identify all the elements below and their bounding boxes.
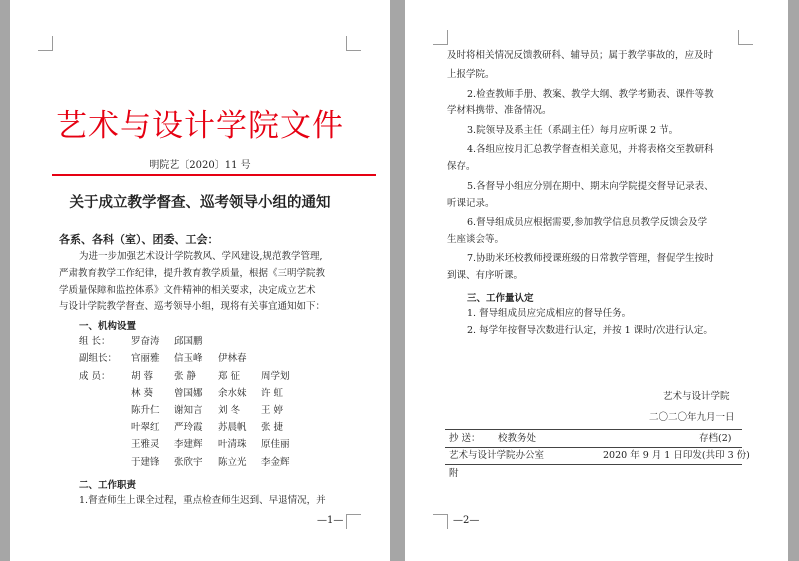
member-name: 王雅灵 (131, 439, 160, 450)
duty-line: 听课记录。 (447, 198, 495, 209)
member-name: 李建辉 (174, 439, 203, 450)
crop-mark-top-right (738, 30, 753, 45)
member-name: 胡 蓉 (131, 371, 154, 382)
issuer: 艺术与设计学院办公室 (449, 450, 545, 461)
crop-mark-bottom-right (346, 514, 361, 529)
leader-name: 罗奋涛 (131, 336, 160, 347)
member-name: 严玲霞 (174, 422, 203, 433)
crop-mark-top-right (346, 36, 361, 51)
member-name: 张欣宇 (174, 457, 203, 468)
crop-mark-bottom-left (433, 514, 448, 529)
intro-line: 与设计学院教学督查、巡考领导小组，现将有关事宜通知如下： (59, 301, 326, 312)
duty-line: 1.督查师生上课全过程，重点检查师生迟到、早退情况，并 (79, 495, 326, 506)
member-name: 原佳丽 (261, 439, 290, 450)
duty-line: 6.督导组成员应根据需要,参加教学信息员教学反馈会及学 (467, 217, 708, 228)
footer-rule (445, 429, 742, 430)
page-number: —2— (453, 515, 480, 526)
continued-line: 上报学院。 (447, 69, 495, 80)
crop-mark-top-left (38, 36, 53, 51)
issue-date: 2020 年 9 月 1 日印发(共印 3 份) (603, 450, 750, 461)
signature: 艺术与设计学院 (663, 391, 730, 402)
red-divider-line (52, 174, 376, 176)
deputy-name: 伊林春 (218, 353, 247, 364)
footer-rule (445, 447, 742, 448)
duty-line: 7.协助米坯校教师授课班级的日常教学管理，督促学生按时 (467, 253, 714, 264)
notice-title: 关于成立教学督查、巡考领导小组的通知 (69, 195, 331, 211)
deputy-name: 信玉峰 (174, 353, 203, 364)
cc-value: 校教务处 (498, 433, 537, 444)
workload-line: 2. 每学年按督导次数进行认定，并按 1 课时/次进行认定。 (467, 325, 713, 336)
member-name: 叶清珠 (218, 439, 247, 450)
leader-name: 邱国鹏 (174, 336, 203, 347)
member-name: 刘 冬 (218, 405, 241, 416)
attachment: 附 (449, 468, 459, 479)
duty-line: 3.院领导及系主任（系副主任）每月应听课 2 节。 (467, 125, 679, 136)
archive-count: 存档(2) (699, 433, 732, 444)
deputy-label: 副组长： (79, 353, 118, 364)
section-3-title: 三、工作量认定 (467, 293, 534, 304)
document-page-2 (405, 0, 788, 561)
duty-line: 保存。 (447, 161, 476, 172)
member-name: 周学划 (261, 371, 290, 382)
member-name: 王 婷 (261, 405, 284, 416)
member-name: 许 虹 (261, 388, 284, 399)
section-1-title: 一、机构设置 (79, 321, 137, 332)
member-name: 于建锋 (131, 457, 160, 468)
cc-label: 抄 送： (449, 433, 481, 444)
member-name: 余水妹 (218, 388, 247, 399)
document-page-1 (10, 0, 390, 561)
member-name: 陈立光 (218, 457, 247, 468)
member-name: 林 葵 (131, 388, 154, 399)
member-label: 成 员： (79, 371, 111, 382)
document-header-title: 艺术与设计学院文件 (56, 108, 344, 144)
member-name: 苏晨帆 (218, 422, 247, 433)
signature-date: 二〇二〇年九月一日 (649, 412, 735, 423)
duty-line: 4.各组应按月汇总教学督查相关意见，并将表格交至教研科 (467, 144, 714, 155)
intro-line: 为进一步加强艺术设计学院教风、学风建设,规范教学管理, (79, 251, 323, 262)
duty-line: 生座谈会等。 (447, 234, 505, 245)
page-number: —1— (317, 515, 344, 526)
member-name: 叶翠红 (131, 422, 160, 433)
duty-line: 5.各督导小组应分别在期中、期末向学院提交督导记录表、 (467, 181, 714, 192)
intro-line: 严肃教育教学工作纪律，提升教育教学质量，根据《三明学院教 (59, 268, 326, 279)
addressee: 各系、各科（室）、团委、工会： (59, 233, 219, 246)
document-number: 明院艺〔2020〕11 号 (149, 160, 251, 171)
leader-label: 组 长： (79, 336, 111, 347)
duty-line: 到课、有序听课。 (447, 270, 524, 281)
member-name: 陈升仁 (131, 405, 160, 416)
member-name: 谢知言 (174, 405, 203, 416)
crop-mark-top-left (433, 30, 448, 45)
member-name: 张 捷 (261, 422, 284, 433)
member-name: 张 静 (174, 371, 197, 382)
duty-line: 2.检查教师手册、教案、教学大纲、教学考勤表、课件等教 (467, 89, 714, 100)
member-name: 李金辉 (261, 457, 290, 468)
intro-line: 学质量保障和监控体系》文件精神的相关要求，决定成立艺术 (59, 285, 316, 296)
member-name: 曾国娜 (174, 388, 203, 399)
workload-line: 1. 督导组成员应完成相应的督导任务。 (467, 308, 632, 319)
duty-line: 学材料携带、准备情况。 (447, 105, 552, 116)
member-name: 郑 征 (218, 371, 241, 382)
footer-rule (445, 464, 742, 465)
deputy-name: 官丽雅 (131, 353, 160, 364)
section-2-title: 二、工作职责 (79, 480, 137, 491)
continued-line: 及时将相关情况反馈教研科、辅导员；属于教学事故的，应及时 (447, 50, 714, 61)
